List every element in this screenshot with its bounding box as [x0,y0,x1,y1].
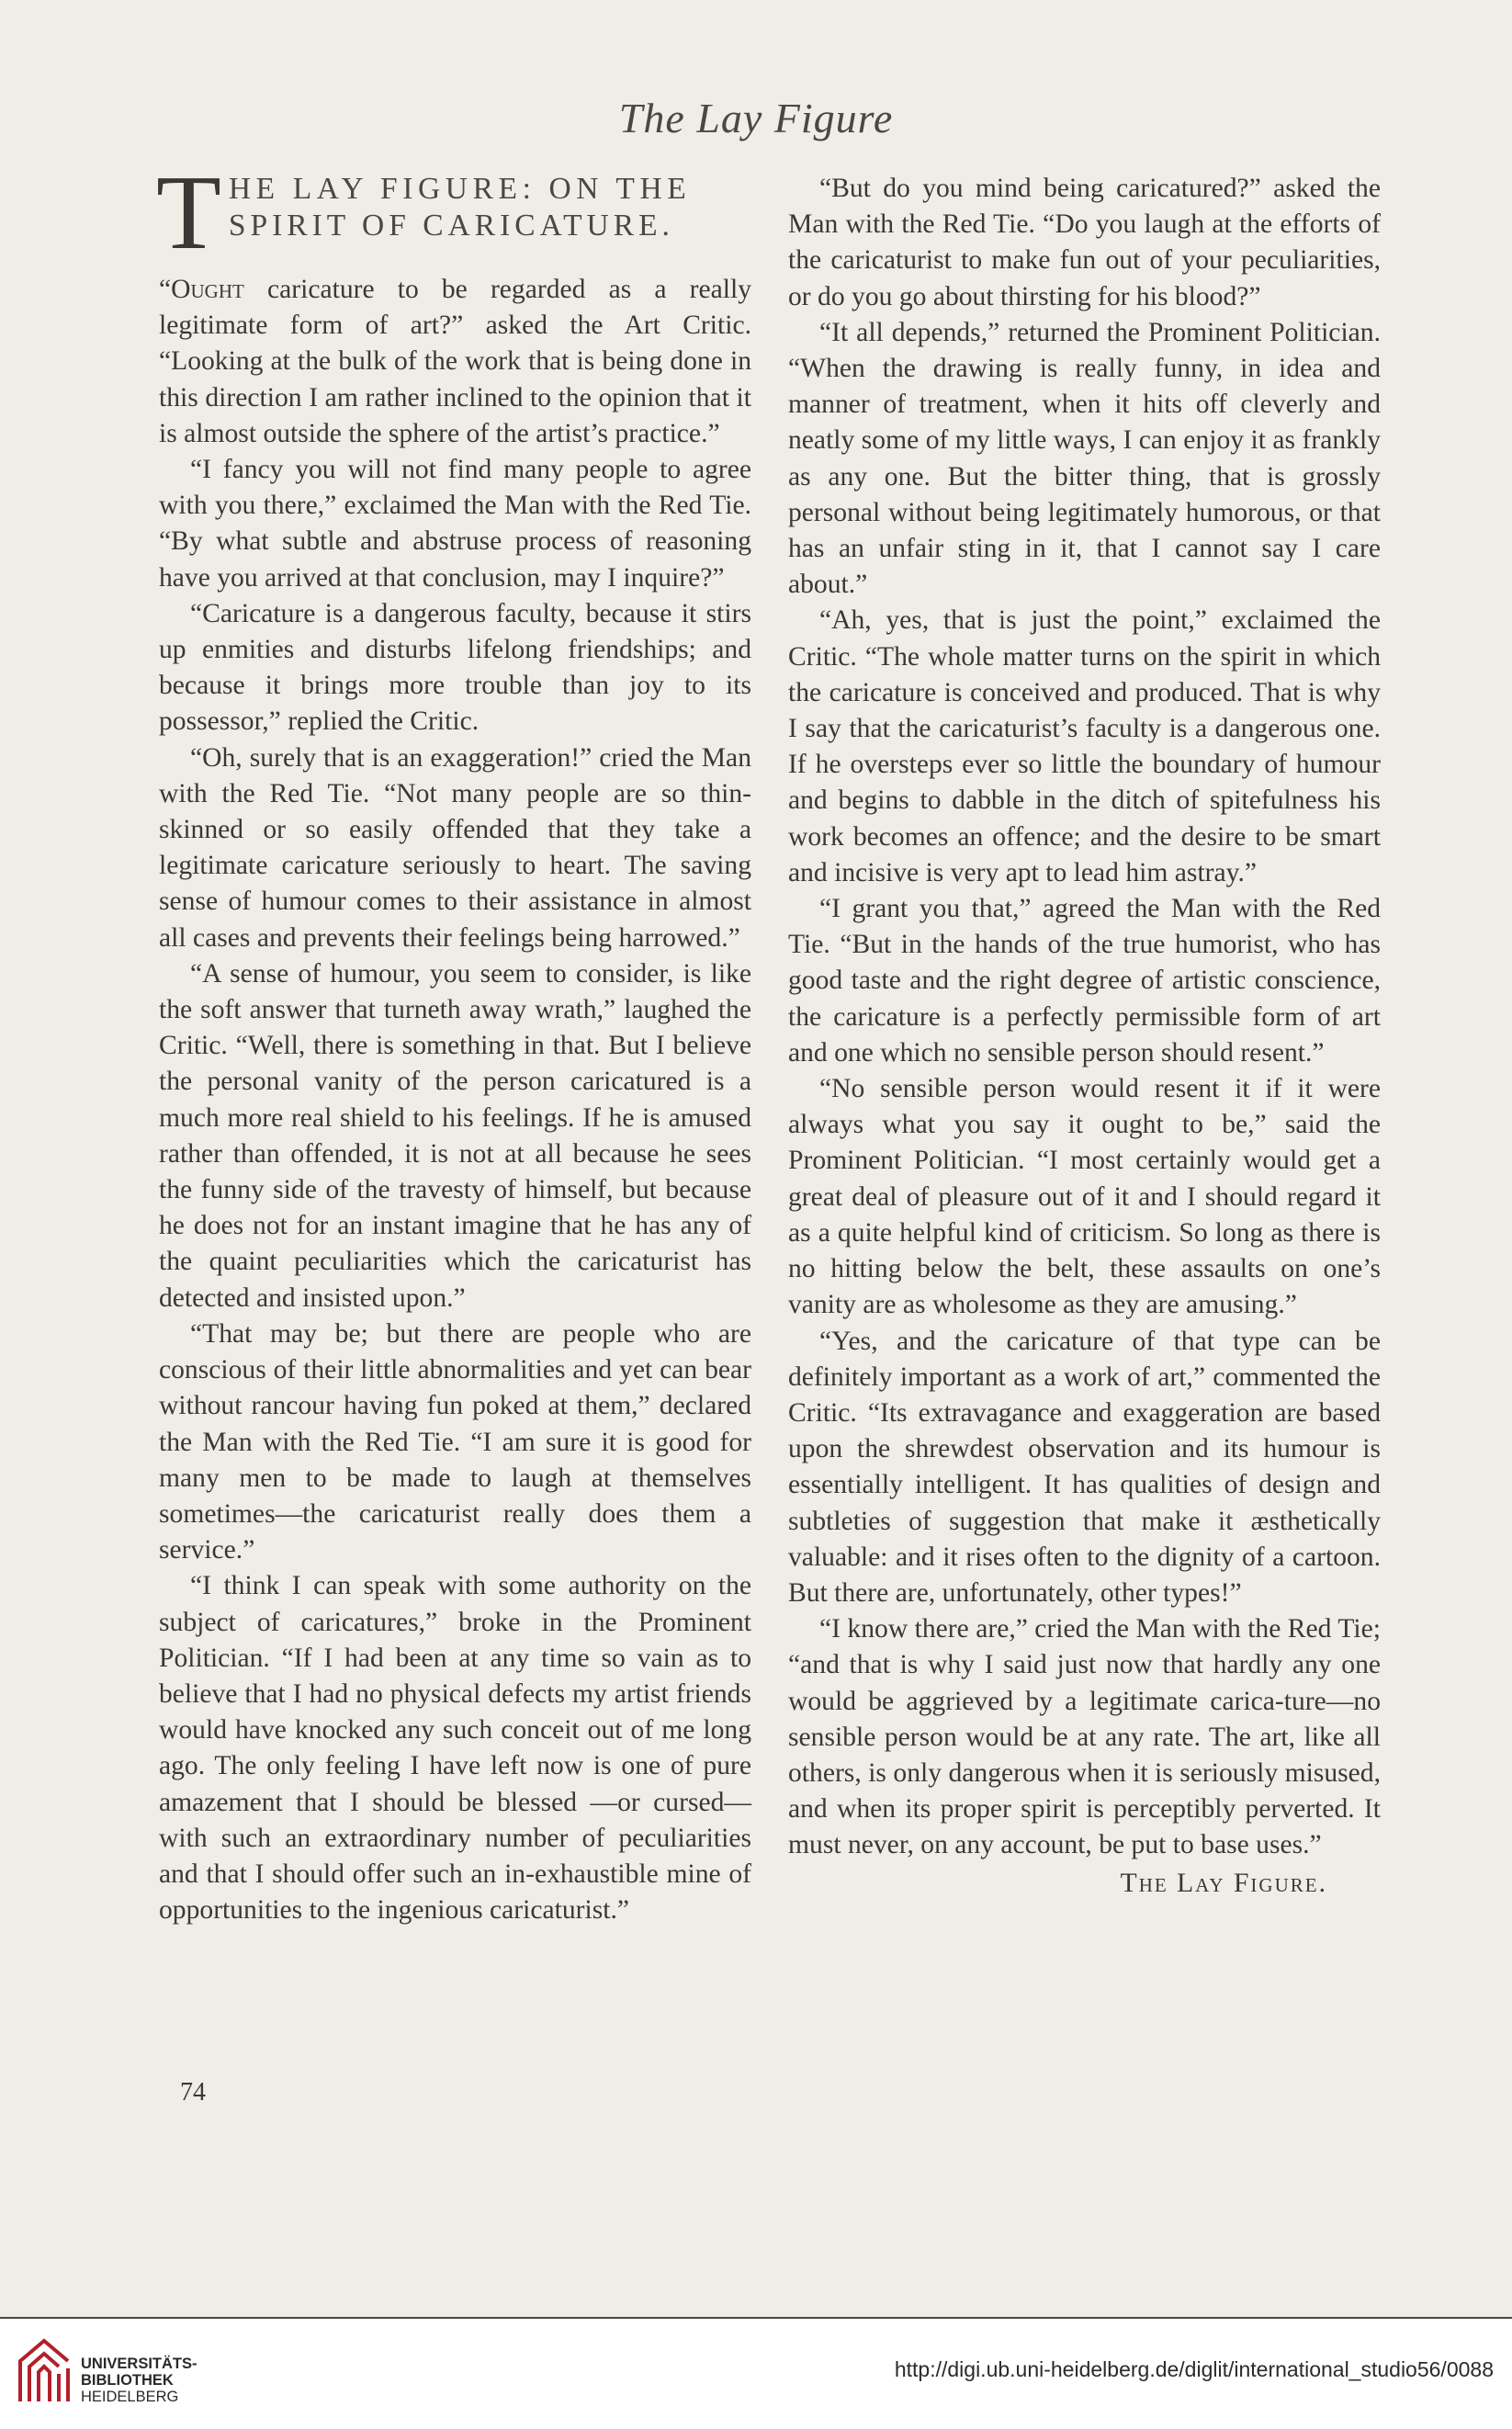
article-heading [156,154,751,272]
paragraph: “It all depends,” returned the Prominent Politician. “When the drawing is really funny, in idea and manner of treatment, when it hits off cleverly and neatly some of my little ways, I can enjoy it as frankly as any one. But the bitter thing, that is grossly personal without being legitimately humorous, or that has an unfair sting in it, that I cannot say I care about.” [788,317,1381,600]
paragraph: “A sense of humour, you seem to consider, is like the soft answer that turneth away wrath,” laughed the Critic. “Well, there is something in that. But I believe the personal vanity of the person caricatured is a much more real shield to his feelings. If he is amused rather than offended, it is not at all because he sees the funny side of the travesty of himself, but because he does not for an instant imagine that he has any of the quaint peculiarities which the caricaturist has detected and insisted upon.” [159,958,751,1313]
library-name [81,2356,197,2405]
article-column-right [788,171,1381,1902]
article-column-left [156,154,751,1928]
heading-line-2: SPIRIT OF CARICATURE. [228,209,674,243]
first-paragraph-text: caricature to be regarded as a really legitimate form of art?” asked the Art Critic. “Looking at the bulk of the work that is being done in this direction I am rather inclined to the opinion that it is almost outside the sphere of the artist’s practice.” [159,275,751,448]
running-title: The Lay Figure [618,95,894,141]
first-paragraph-lead: “Ought [159,275,244,304]
drop-cap: T [156,154,221,272]
library-name-line-3: HEIDELBERG [81,2389,179,2405]
paragraph: “Caricature is a dangerous faculty, because it stirs up enmities and disturbs lifelong friendships; and because it brings more trouble than joy to its possessor,” replied the Critic. [159,598,751,737]
paragraph: “I think I can speak with some authority on the subject of caricatures,” broke in the Prominent Politician. “If I had been at any time so vain as to believe that I had no physical defects my artist friends would have knocked any such conceit out of me long ago. The only feeling I have left now is one of pure amazement that I should be blessed —or cursed—with such an extraordinary number of peculiarities and that I should offer such an in-exhaustible mine of opportunities to the ingenious caricaturist.” [159,1571,751,1926]
library-name-line-2: BIBLIOTHEK [81,2372,174,2389]
paragraph: “No sensible person would resent it if it were always what you say it ought to be,” said the Prominent Politician. “I most certainly would get a great deal of pleasure out of it and I should regard it as a quite helpful kind of criticism. So long as there is no hitting below the belt, these assaults on one’s vanity are as wholesome as they are amusing.” [788,1074,1381,1320]
page-number: 74 [180,2078,206,2107]
library-name-line-1: UNIVERSITÄTS- [81,2356,197,2372]
library-logo-icon [17,2337,73,2403]
signature: The Lay Figure. [1120,1868,1327,1898]
heading-line-1: HE LAY FIGURE: ON THE [228,172,692,206]
footer-bar [0,2319,1512,2429]
source-url-link[interactable]: http://digi.ub.uni-heidelberg.de/diglit/international_studio56/0088 [894,2357,1494,2381]
paragraph: “Yes, and the caricature of that type can be definitely important as a work of art,” commented the Critic. “Its extravagance and exaggeration are based upon the shrewdest observation and its humour is essentially intelligent. It has qualities of design and subtleties of suggestion that make it æsthetically valuable: and it rises often to the dignity of a cartoon. But there are, unfortunately, other types!” [788,1326,1381,1608]
paragraph: “I grant you that,” agreed the Man with the Red Tie. “But in the hands of the true humorist, who has good taste and the right degree of artistic conscience, the caricature is a perfectly permissible form of art and one which no sensible person should resent.” [788,894,1381,1068]
paragraph: “But do you mind being caricatured?” asked the Man with the Red Tie. “Do you laugh at the efforts of the caricaturist to make fun out of your peculiarities, or do you go about thirsting for his blood?” [788,174,1381,311]
paragraph: “That may be; but there are people who are conscious of their little abnormalities and yet can bear without rancour having fun poked at them,” declared the Man with the Red Tie. “I am sure it is good for many men to be made to laugh at themselves sometimes—the caricaturist really does them a service.” [159,1318,751,1565]
paragraph: “Oh, surely that is an exaggeration!” cried the Man with the Red Tie. “Not many people are so thin-skinned or so easily offended that they take a legitimate caricature seriously to heart. The saving sense of humour comes to their assistance in almost all cases and prevents their feelings being harrowed.” [159,742,751,953]
first-paragraph [159,259,751,452]
paragraph: “I know there are,” cried the Man with the Red Tie; “and that is why I said just now that hardly any one would be aggrieved by a legitimate carica-ture—no sensible person would be at any rate. The art, like all others, is only dangerous when it is seriously misused, and when its proper spirit is perceptibly perverted. It must never, on any account, be put to base uses.” [788,1614,1381,1860]
paragraph: “I fancy you will not find many people to agree with you there,” exclaimed the Man with the Red Tie. “By what subtle and abstruse process of reasoning have you arrived at that conclusion, may I inquire?” [159,455,751,593]
paragraph: “Ah, yes, that is just the point,” exclaimed the Critic. “The whole matter turns on the spirit in which the caricature is conceived and produced. That is why I say that the caricaturist’s faculty is a dangerous one. If he oversteps ever so little the boundary of humour and begins to dabble in the ditch of spitefulness his work becomes an offence; and the desire to be smart and incisive is very apt to lead him astray.” [788,605,1381,887]
